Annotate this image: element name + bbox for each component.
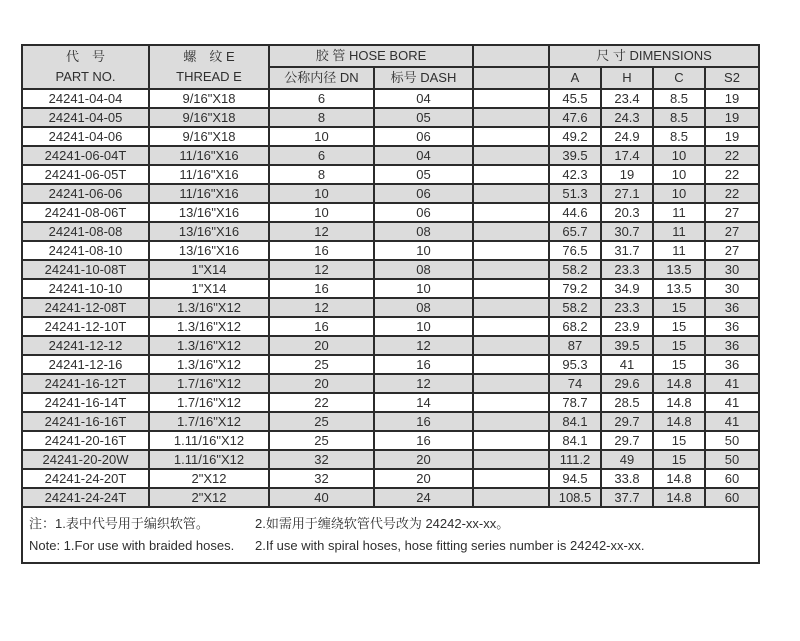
cell-blank [473, 393, 549, 412]
cell-part-no: 24241-12-12 [22, 336, 149, 355]
header-dim-a: A [549, 67, 601, 89]
cell-dash: 04 [374, 89, 473, 108]
cell-s2: 30 [705, 260, 759, 279]
header-part-no-zh: 代 号 [65, 49, 105, 64]
cell-s2: 22 [705, 165, 759, 184]
cell-dn: 20 [269, 374, 374, 393]
cell-s2: 27 [705, 222, 759, 241]
cell-c: 14.8 [653, 469, 705, 488]
table-row [22, 127, 759, 146]
cell-c: 11 [653, 241, 705, 260]
cell-dash: 12 [374, 374, 473, 393]
cell-h: 24.9 [601, 127, 653, 146]
cell-dn: 12 [269, 260, 374, 279]
cell-thread-e: 1.11/16"X12 [149, 431, 269, 450]
cell-dash: 16 [374, 431, 473, 450]
table-row [22, 336, 759, 355]
cell-blank [473, 203, 549, 222]
header-blank-bottom [473, 67, 549, 89]
cell-blank [473, 222, 549, 241]
cell-a: 111.2 [549, 450, 601, 469]
cell-thread-e: 1.3/16"X12 [149, 355, 269, 374]
note-zh-2: 2.如需用于缠绕软管代号改为 24242-xx-xx。 [255, 516, 510, 531]
cell-part-no: 24241-08-10 [22, 241, 149, 260]
cell-c: 10 [653, 146, 705, 165]
cell-s2: 19 [705, 89, 759, 108]
cell-a: 79.2 [549, 279, 601, 298]
header-dim-c: C [653, 67, 705, 89]
table-row [22, 393, 759, 412]
cell-a: 65.7 [549, 222, 601, 241]
table-header [22, 45, 759, 89]
cell-thread-e: 1"X14 [149, 279, 269, 298]
cell-dn: 10 [269, 184, 374, 203]
cell-c: 8.5 [653, 127, 705, 146]
note-line-zh [29, 513, 752, 535]
cell-dn: 16 [269, 317, 374, 336]
cell-part-no: 24241-12-08T [22, 298, 149, 317]
cell-h: 39.5 [601, 336, 653, 355]
cell-blank [473, 108, 549, 127]
cell-blank [473, 279, 549, 298]
cell-part-no: 24241-20-20W [22, 450, 149, 469]
cell-dash: 06 [374, 127, 473, 146]
cell-s2: 27 [705, 203, 759, 222]
cell-blank [473, 127, 549, 146]
cell-s2: 22 [705, 146, 759, 165]
cell-c: 13.5 [653, 260, 705, 279]
table-row [22, 222, 759, 241]
cell-thread-e: 13/16"X16 [149, 241, 269, 260]
cell-h: 29.7 [601, 412, 653, 431]
cell-thread-e: 1.7/16"X12 [149, 393, 269, 412]
header-dim-s2: S2 [705, 67, 759, 89]
cell-thread-e: 1.11/16"X12 [149, 450, 269, 469]
header-dash: 标号 DASH [374, 67, 473, 89]
cell-c: 11 [653, 203, 705, 222]
cell-h: 27.1 [601, 184, 653, 203]
cell-s2: 19 [705, 127, 759, 146]
cell-a: 78.7 [549, 393, 601, 412]
table-row [22, 260, 759, 279]
cell-dash: 24 [374, 488, 473, 507]
cell-h: 17.4 [601, 146, 653, 165]
cell-c: 15 [653, 431, 705, 450]
cell-c: 14.8 [653, 488, 705, 507]
cell-c: 14.8 [653, 374, 705, 393]
cell-part-no: 24241-12-16 [22, 355, 149, 374]
cell-h: 23.3 [601, 298, 653, 317]
cell-h: 30.7 [601, 222, 653, 241]
cell-h: 29.7 [601, 431, 653, 450]
cell-part-no: 24241-06-04T [22, 146, 149, 165]
cell-blank [473, 355, 549, 374]
note-line-en [29, 535, 752, 557]
cell-part-no: 24241-10-08T [22, 260, 149, 279]
cell-part-no: 24241-16-14T [22, 393, 149, 412]
table-row [22, 279, 759, 298]
cell-blank [473, 146, 549, 165]
table-row [22, 488, 759, 507]
table-row [22, 431, 759, 450]
notes-cell [22, 507, 759, 563]
table-row [22, 184, 759, 203]
cell-dash: 06 [374, 184, 473, 203]
cell-part-no: 24241-08-08 [22, 222, 149, 241]
cell-dash: 12 [374, 336, 473, 355]
table-body [22, 89, 759, 507]
cell-dash: 16 [374, 412, 473, 431]
cell-h: 23.4 [601, 89, 653, 108]
cell-dn: 6 [269, 89, 374, 108]
cell-dn: 32 [269, 469, 374, 488]
cell-h: 41 [601, 355, 653, 374]
cell-dash: 08 [374, 260, 473, 279]
cell-thread-e: 1.3/16"X12 [149, 317, 269, 336]
cell-dn: 25 [269, 412, 374, 431]
cell-s2: 50 [705, 450, 759, 469]
cell-thread-e: 2"X12 [149, 488, 269, 507]
cell-c: 13.5 [653, 279, 705, 298]
cell-h: 20.3 [601, 203, 653, 222]
cell-dn: 16 [269, 279, 374, 298]
cell-blank [473, 298, 549, 317]
cell-blank [473, 165, 549, 184]
cell-c: 15 [653, 450, 705, 469]
cell-blank [473, 89, 549, 108]
cell-s2: 60 [705, 488, 759, 507]
cell-dn: 6 [269, 146, 374, 165]
cell-dn: 10 [269, 203, 374, 222]
note-en-2: 2.If use with spiral hoses, hose fitting series number is 24242-xx-xx. [255, 538, 645, 553]
cell-thread-e: 2"X12 [149, 469, 269, 488]
cell-dash: 16 [374, 355, 473, 374]
cell-h: 23.9 [601, 317, 653, 336]
header-part-no [22, 45, 149, 89]
cell-a: 42.3 [549, 165, 601, 184]
cell-a: 49.2 [549, 127, 601, 146]
table-row [22, 89, 759, 108]
cell-dash: 10 [374, 279, 473, 298]
cell-dash: 08 [374, 298, 473, 317]
cell-dash: 20 [374, 450, 473, 469]
cell-thread-e: 9/16"X18 [149, 127, 269, 146]
table-row [22, 469, 759, 488]
cell-a: 84.1 [549, 412, 601, 431]
header-dim-h: H [601, 67, 653, 89]
cell-s2: 50 [705, 431, 759, 450]
cell-blank [473, 317, 549, 336]
cell-s2: 36 [705, 355, 759, 374]
cell-s2: 41 [705, 393, 759, 412]
header-hose-bore-group: 胶 管 HOSE BORE [269, 45, 473, 67]
cell-blank [473, 488, 549, 507]
cell-s2: 27 [705, 241, 759, 260]
cell-dash: 14 [374, 393, 473, 412]
cell-h: 29.6 [601, 374, 653, 393]
cell-dash: 05 [374, 108, 473, 127]
cell-blank [473, 184, 549, 203]
cell-blank [473, 412, 549, 431]
cell-dn: 25 [269, 355, 374, 374]
cell-c: 8.5 [653, 108, 705, 127]
cell-c: 14.8 [653, 412, 705, 431]
cell-c: 15 [653, 317, 705, 336]
cell-dash: 10 [374, 317, 473, 336]
cell-dn: 12 [269, 298, 374, 317]
cell-s2: 36 [705, 317, 759, 336]
cell-part-no: 24241-04-05 [22, 108, 149, 127]
cell-dn: 32 [269, 450, 374, 469]
cell-a: 45.5 [549, 89, 601, 108]
cell-c: 14.8 [653, 393, 705, 412]
cell-c: 15 [653, 355, 705, 374]
cell-s2: 41 [705, 374, 759, 393]
cell-part-no: 24241-12-10T [22, 317, 149, 336]
cell-part-no: 24241-06-05T [22, 165, 149, 184]
cell-dash: 05 [374, 165, 473, 184]
cell-dn: 22 [269, 393, 374, 412]
cell-a: 74 [549, 374, 601, 393]
cell-thread-e: 11/16"X16 [149, 146, 269, 165]
cell-part-no: 24241-24-20T [22, 469, 149, 488]
cell-dn: 8 [269, 165, 374, 184]
cell-h: 24.3 [601, 108, 653, 127]
cell-h: 37.7 [601, 488, 653, 507]
note-zh-1: 注：1.表中代号用于编织软管。 [29, 516, 209, 531]
table-row [22, 374, 759, 393]
cell-c: 15 [653, 298, 705, 317]
cell-s2: 19 [705, 108, 759, 127]
header-dn: 公称内径 DN [269, 67, 374, 89]
cell-s2: 36 [705, 336, 759, 355]
table-row [22, 108, 759, 127]
cell-dn: 20 [269, 336, 374, 355]
cell-s2: 36 [705, 298, 759, 317]
cell-h: 23.3 [601, 260, 653, 279]
cell-part-no: 24241-08-06T [22, 203, 149, 222]
cell-dash: 08 [374, 222, 473, 241]
cell-s2: 22 [705, 184, 759, 203]
cell-c: 10 [653, 184, 705, 203]
cell-c: 11 [653, 222, 705, 241]
cell-c: 8.5 [653, 89, 705, 108]
cell-dash: 06 [374, 203, 473, 222]
table-row [22, 146, 759, 165]
cell-s2: 60 [705, 469, 759, 488]
cell-blank [473, 241, 549, 260]
cell-a: 84.1 [549, 431, 601, 450]
cell-thread-e: 1.7/16"X12 [149, 374, 269, 393]
cell-h: 19 [601, 165, 653, 184]
cell-c: 10 [653, 165, 705, 184]
cell-blank [473, 431, 549, 450]
cell-a: 58.2 [549, 260, 601, 279]
cell-dn: 8 [269, 108, 374, 127]
cell-h: 28.5 [601, 393, 653, 412]
header-part-no-en: PART NO. [55, 69, 116, 84]
table-footer [22, 507, 759, 563]
cell-blank [473, 260, 549, 279]
cell-a: 51.3 [549, 184, 601, 203]
table-row [22, 355, 759, 374]
cell-part-no: 24241-04-04 [22, 89, 149, 108]
table-row [22, 412, 759, 431]
cell-part-no: 24241-06-06 [22, 184, 149, 203]
cell-thread-e: 9/16"X18 [149, 108, 269, 127]
cell-dn: 10 [269, 127, 374, 146]
cell-h: 49 [601, 450, 653, 469]
header-dimensions-group: 尺 寸 DIMENSIONS [549, 45, 759, 67]
table-row [22, 298, 759, 317]
cell-dash: 04 [374, 146, 473, 165]
cell-a: 39.5 [549, 146, 601, 165]
cell-a: 68.2 [549, 317, 601, 336]
cell-part-no: 24241-16-16T [22, 412, 149, 431]
cell-thread-e: 9/16"X18 [149, 89, 269, 108]
cell-dn: 40 [269, 488, 374, 507]
cell-a: 108.5 [549, 488, 601, 507]
cell-thread-e: 1.7/16"X12 [149, 412, 269, 431]
cell-thread-e: 13/16"X16 [149, 203, 269, 222]
cell-a: 47.6 [549, 108, 601, 127]
cell-thread-e: 13/16"X16 [149, 222, 269, 241]
cell-part-no: 24241-04-06 [22, 127, 149, 146]
cell-s2: 41 [705, 412, 759, 431]
note-en-1: Note: 1.For use with braided hoses. [29, 538, 235, 553]
cell-dash: 10 [374, 241, 473, 260]
table-row [22, 241, 759, 260]
cell-blank [473, 336, 549, 355]
cell-a: 44.6 [549, 203, 601, 222]
cell-c: 15 [653, 336, 705, 355]
cell-s2: 30 [705, 279, 759, 298]
cell-dn: 12 [269, 222, 374, 241]
cell-part-no: 24241-20-16T [22, 431, 149, 450]
cell-thread-e: 11/16"X16 [149, 184, 269, 203]
cell-dn: 16 [269, 241, 374, 260]
header-thread-e [149, 45, 269, 89]
cell-thread-e: 11/16"X16 [149, 165, 269, 184]
table-row [22, 203, 759, 222]
cell-h: 31.7 [601, 241, 653, 260]
header-blank-top [473, 45, 549, 67]
cell-dash: 20 [374, 469, 473, 488]
cell-blank [473, 450, 549, 469]
cell-thread-e: 1.3/16"X12 [149, 336, 269, 355]
header-thread-zh: 螺 纹 E [183, 49, 235, 64]
cell-part-no: 24241-24-24T [22, 488, 149, 507]
cell-a: 76.5 [549, 241, 601, 260]
hose-fitting-spec-table [21, 44, 760, 564]
cell-part-no: 24241-10-10 [22, 279, 149, 298]
cell-a: 58.2 [549, 298, 601, 317]
cell-a: 95.3 [549, 355, 601, 374]
cell-blank [473, 469, 549, 488]
cell-h: 33.8 [601, 469, 653, 488]
table-row [22, 450, 759, 469]
cell-thread-e: 1.3/16"X12 [149, 298, 269, 317]
cell-blank [473, 374, 549, 393]
table-row [22, 317, 759, 336]
cell-thread-e: 1"X14 [149, 260, 269, 279]
table-row [22, 165, 759, 184]
cell-a: 94.5 [549, 469, 601, 488]
cell-h: 34.9 [601, 279, 653, 298]
header-thread-en: THREAD E [176, 69, 242, 84]
cell-a: 87 [549, 336, 601, 355]
cell-dn: 25 [269, 431, 374, 450]
cell-part-no: 24241-16-12T [22, 374, 149, 393]
